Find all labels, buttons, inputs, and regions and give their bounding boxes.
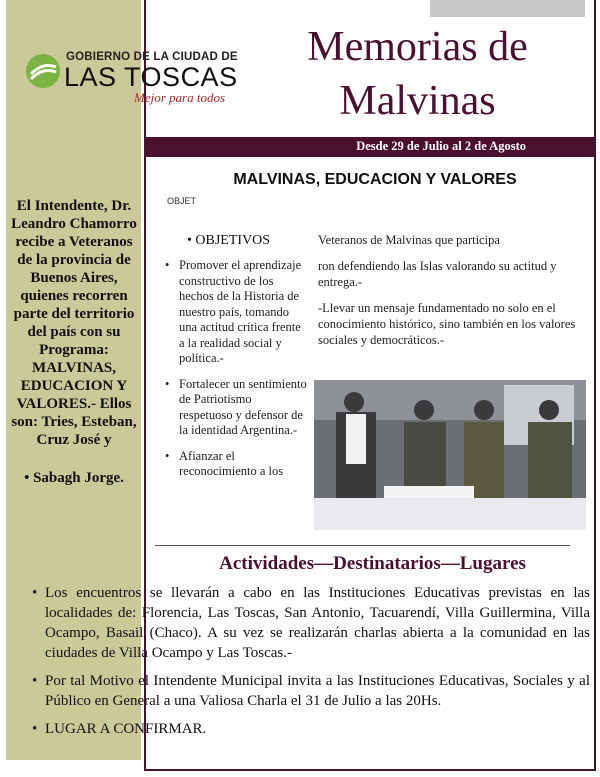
logo-line2: LAS TOSCAS	[64, 62, 238, 92]
city-logo	[22, 48, 238, 108]
col2-paragraph: -Llevar un mensaje fundamentado no solo en el conocimiento histórico, sino también en los valores sociales y democráticos.-	[318, 301, 576, 347]
activities-heading: Actividades—Destinatarios—Lugares	[219, 553, 526, 574]
objectives-continued	[318, 232, 588, 358]
objectives-list	[163, 258, 308, 490]
objective-item: • Afianzar el reconocimiento a los	[163, 449, 308, 480]
activity-item: • Por tal Motivo el Intendente Municipal invita a las Instituciones Educativas, Sociales y al Público en General a una Valiosa Charla el 31 de Julio a las 20Hs.	[30, 671, 590, 711]
page-title	[240, 20, 595, 128]
col2-paragraph: Veteranos de Malvinas que participa	[318, 233, 500, 247]
objective-item: • Promover el aprendizaje constructivo de los hechos de la Historia de nuestro país, tomando una actitud crítica frente a la realidad social y política.-	[163, 258, 308, 367]
veterans-photo	[314, 380, 586, 530]
activities-list	[30, 583, 590, 747]
logo-line1: GOBIERNO DE LA CIUDAD DE	[66, 51, 238, 63]
cut-text: OBJET	[167, 196, 197, 206]
activity-item: • LUGAR A CONFIRMAR.	[30, 719, 590, 739]
section-heading: MALVINAS, EDUCACION Y VALORES	[233, 171, 517, 188]
sidebar-text: El Intendente, Dr. Leandro Chamorro recibe a Veteranos de la provincia de Buenos Aires, quienes recorren parte del territorio del país con su Programa: MALVINAS, EDUCACION Y VALORES.- Ellos son: Tries, Esteban, Cruz José y	[11, 198, 137, 448]
date-range: Desde 29 de Julio al 2 de Agosto	[356, 139, 526, 153]
activity-item: • Los encuentros se llevarán a cabo en las Instituciones Educativas previstas en las localidades de: Florencia, Las Toscas, San Antonio, Tacuarendí, Villa Guillermina, Villa Ocampo, Basail (Chaco). A su vez se realizarán charlas abierta a la comunidad en las ciudades de Villa Ocampo y Las Toscas.-	[30, 583, 590, 663]
logo-emblem-icon	[26, 54, 60, 88]
logo-tagline: Mejor para todos	[134, 90, 225, 105]
title-line2: Malvinas	[339, 78, 496, 124]
divider	[155, 545, 570, 546]
col2-paragraph: ron defendiendo las Islas valorando su actitud y entrega.-	[318, 259, 557, 289]
objectives-heading: • OBJETIVOS	[187, 233, 271, 248]
objectives-heading-label: OBJETIVOS	[195, 233, 271, 248]
title-line1: Memorias de	[307, 24, 528, 70]
sidebar-last-line: • Sabagh Jorge.	[24, 470, 124, 486]
objective-item: • Fortalecer un sentimiento de Patriotismo respetuoso y defensor de la identidad Argentina.-	[163, 377, 308, 439]
date-bar	[146, 137, 596, 157]
